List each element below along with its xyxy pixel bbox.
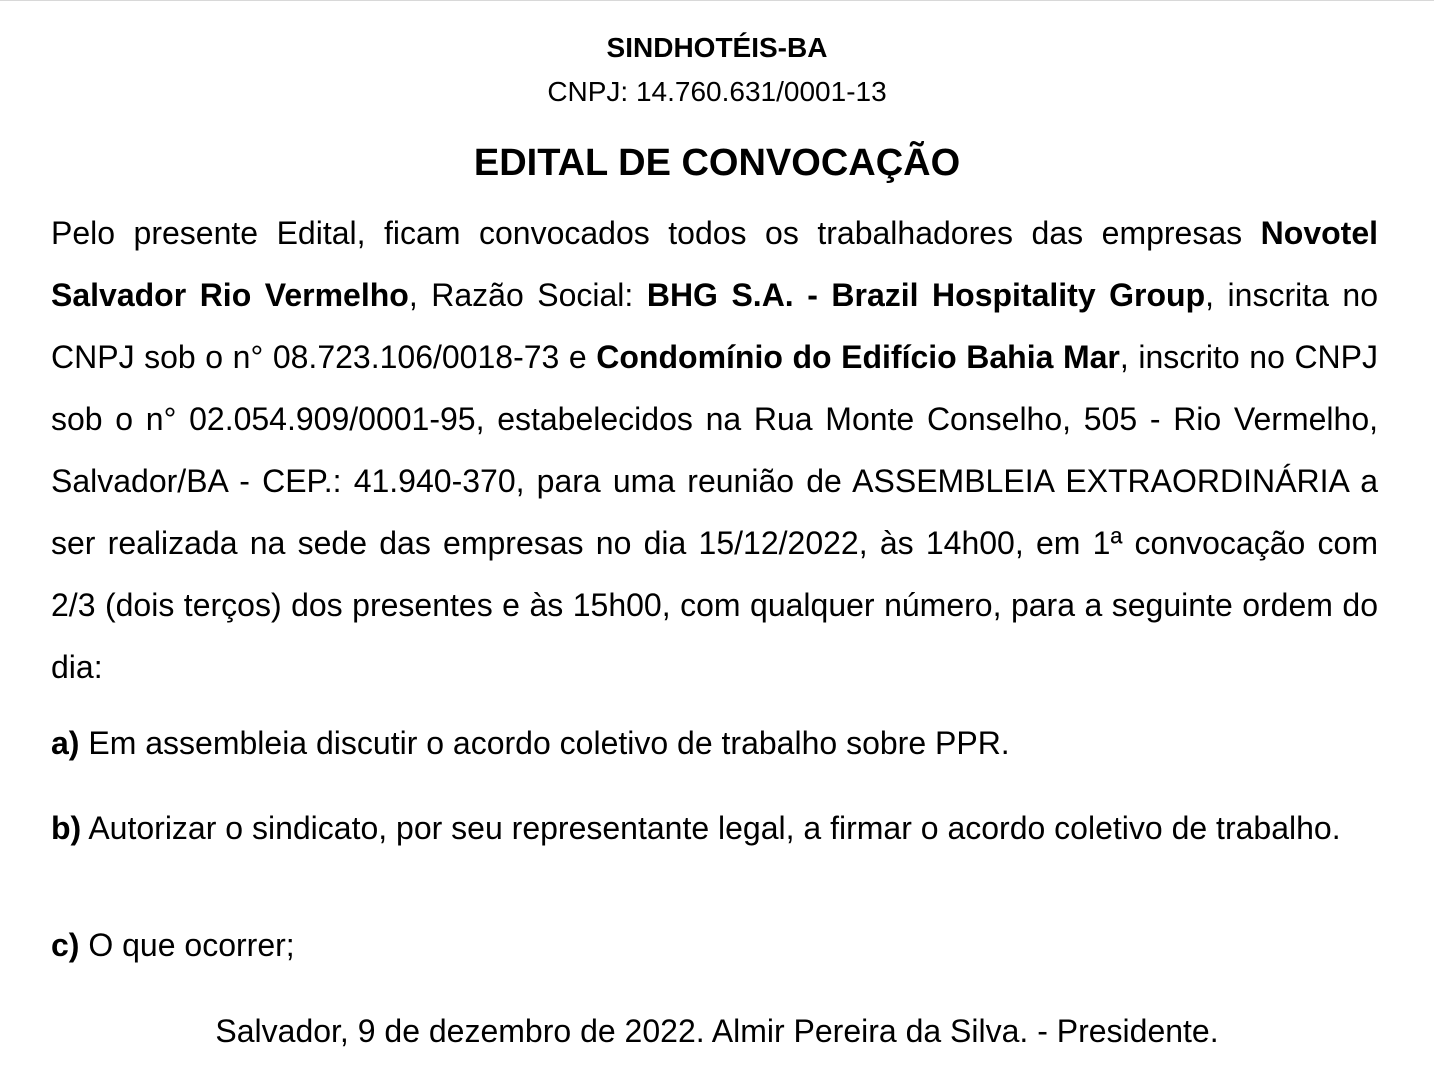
agenda-item-label: b) [51, 810, 82, 846]
body-text-1: Pelo presente Edital, ficam convocados todos os trabalhadores das empresas [51, 215, 1261, 251]
body-text-2: , Razão Social: [408, 277, 647, 313]
agenda-item-text: Autorizar o sindicato, por seu representante legal, a firmar o acordo coletivo de trabalho. [81, 810, 1341, 846]
body-text-4: , inscrito no CNPJ sob o n° 02.054.909/0001-95, estabelecidos na Rua Monte Conselho, 505 - Rio Vermelho, Salvador/BA - CEP.: 41.940-370, para uma reunião de ASSEMBLEIA EXTRAORDINÁRIA a ser realizada na sede das empresas no dia 15/12/2022, às 14h00, em 1ª convocação com 2/3 (dois terços) dos presentes e às 15h00, com qualquer número, para a seguinte ordem do dia: [51, 339, 1379, 685]
company-name-condominio: Condomínio do Edifício Bahia Mar [596, 339, 1120, 375]
signature-line: Salvador, 9 de dezembro de 2022. Almir Pereira da Silva. - Presidente. [215, 1013, 1219, 1049]
company-legal-name: BHG S.A. - Brazil Hospitality Group [646, 277, 1206, 313]
agenda-item-text: O que ocorrer; [79, 927, 295, 963]
agenda-item-a [51, 720, 1378, 766]
organization-cnpj: CNPJ: 14.760.631/0001-13 [547, 76, 887, 107]
document-title: EDITAL DE CONVOCAÇÃO [473, 142, 961, 184]
agenda-item-text: Em assembleia discutir o acordo coletivo de trabalho sobre PPR. [79, 725, 1010, 761]
body-text-3: , inscrita no CNPJ sob o n° 08.723.106/0018-73 e [51, 277, 1379, 375]
agenda-item-c [51, 922, 1378, 968]
convocation-paragraph [51, 202, 1378, 698]
agenda-item-label: a) [51, 725, 80, 761]
organization-name: SINDHOTÉIS-BA [606, 32, 828, 63]
agenda-item-label: c) [51, 927, 80, 963]
agenda-item-b [51, 805, 1378, 851]
company-name-novotel: Novotel Salvador Rio Vermelho [51, 215, 1378, 313]
